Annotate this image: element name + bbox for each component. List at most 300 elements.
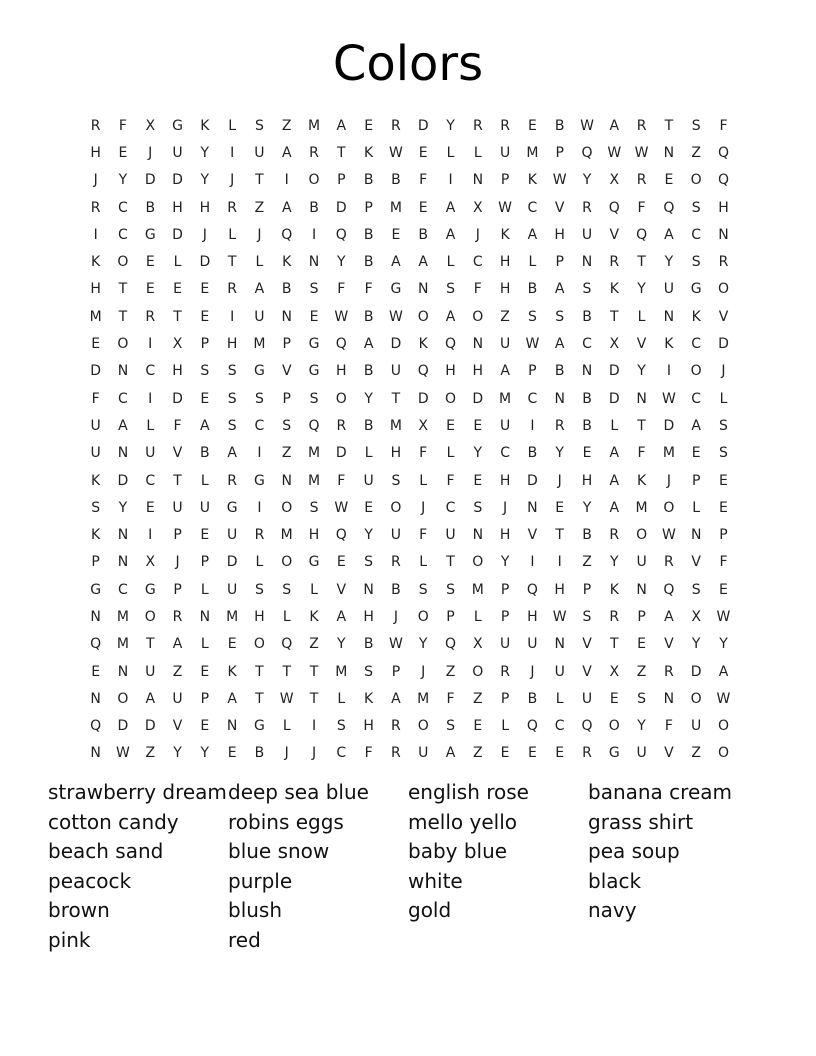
grid-letter: U <box>90 417 101 434</box>
grid-letter: T <box>118 281 128 298</box>
grid-letter: S <box>719 417 728 434</box>
grid-letter: A <box>445 745 456 762</box>
grid-letter: O <box>472 308 484 325</box>
grid-letter: V <box>336 581 347 598</box>
grid-letter: J <box>421 499 426 516</box>
grid-letter: O <box>308 172 320 189</box>
grid-letter: P <box>691 472 701 489</box>
grid-letter: O <box>690 172 702 189</box>
grid-letter: B <box>363 254 374 271</box>
grid-letter: A <box>609 472 620 489</box>
grid-letter: B <box>391 172 401 189</box>
grid-letter: U <box>227 527 238 544</box>
grid-letter: N <box>199 608 211 625</box>
grid-letter: P <box>200 336 210 353</box>
grid-letter: M <box>526 144 539 161</box>
grid-letter: U <box>145 663 156 680</box>
grid-letter: D <box>117 718 129 735</box>
grid-letter: Q <box>308 417 320 434</box>
grid-letter: S <box>91 499 101 516</box>
grid-letter: O <box>335 390 347 407</box>
grid-letter: Z <box>582 554 592 571</box>
grid-letter: H <box>363 718 374 735</box>
grid-letter: B <box>527 281 538 298</box>
grid-letter: A <box>281 144 292 161</box>
grid-letter: S <box>391 472 401 489</box>
grid-letter: L <box>310 581 318 598</box>
grid-letter: B <box>363 417 374 434</box>
grid-letter: O <box>608 718 620 735</box>
grid-letter: J <box>311 745 317 762</box>
grid-letter: D <box>172 172 183 189</box>
grid-letter: W <box>661 527 676 544</box>
grid-letter: K <box>364 690 374 707</box>
grid-letter: X <box>691 608 701 625</box>
grid-letter: U <box>554 663 565 680</box>
grid-letter: T <box>227 254 237 271</box>
grid-letter: N <box>281 472 292 489</box>
grid-letter: E <box>336 554 346 571</box>
grid-letter: U <box>499 417 511 434</box>
grid-letter: J <box>393 608 398 625</box>
grid-letter: I <box>93 226 98 243</box>
grid-letter: W <box>634 144 649 161</box>
grid-letter: Q <box>281 636 293 653</box>
grid-letter: M <box>389 417 402 434</box>
grid-letter: V <box>718 308 729 325</box>
grid-letter: U <box>390 363 402 380</box>
grid-letter: T <box>391 390 401 407</box>
grid-letter: L <box>200 472 209 489</box>
grid-letter: L <box>473 144 482 161</box>
grid-letter: Z <box>500 308 510 325</box>
grid-letter: U <box>363 472 374 489</box>
word-list-item: black <box>588 868 642 893</box>
grid-letter: U <box>527 636 538 653</box>
grid-letter: A <box>527 226 538 243</box>
grid-letter: Y <box>473 445 483 462</box>
grid-letter: P <box>555 144 564 161</box>
grid-letter: I <box>257 445 262 462</box>
grid-letter: A <box>118 417 128 434</box>
grid-letter: E <box>582 445 592 462</box>
grid-letter: J <box>557 472 562 489</box>
grid-letter: C <box>582 336 592 353</box>
grid-letter: O <box>717 718 729 735</box>
grid-letter: O <box>636 527 648 544</box>
grid-letter: L <box>692 499 701 516</box>
grid-letter: H <box>472 363 484 380</box>
grid-letter: F <box>719 554 728 571</box>
grid-letter: B <box>418 226 429 243</box>
grid-letter: B <box>363 308 374 325</box>
grid-letter: V <box>172 718 183 735</box>
word-list-item: english rose <box>408 780 529 804</box>
grid-letter: Q <box>717 172 729 189</box>
grid-letter: L <box>473 608 482 625</box>
grid-letter: U <box>172 144 183 161</box>
grid-letter: E <box>200 308 210 325</box>
grid-letter: E <box>200 663 210 680</box>
grid-letter: Q <box>444 636 457 653</box>
grid-letter: O <box>117 336 129 353</box>
grid-letter: N <box>690 527 702 544</box>
grid-letter: B <box>281 281 292 298</box>
grid-letter: H <box>363 608 374 625</box>
grid-letter: H <box>445 363 456 380</box>
word-list-item: pea soup <box>588 839 680 863</box>
word-list-item: grass shirt <box>588 809 694 834</box>
grid-letter: V <box>664 636 674 653</box>
grid-letter: S <box>254 581 264 598</box>
grid-letter: T <box>337 144 346 161</box>
grid-letter: C <box>336 745 347 762</box>
grid-letter: L <box>282 608 291 625</box>
grid-letter: Q <box>663 581 675 598</box>
grid-letter: G <box>390 281 402 298</box>
grid-letter: G <box>308 554 320 571</box>
grid-letter: Q <box>717 144 729 161</box>
grid-letter: W <box>552 608 567 625</box>
grid-letter: T <box>145 636 155 653</box>
grid-letter: P <box>391 663 401 680</box>
grid-letter: P <box>555 254 564 271</box>
grid-letter: J <box>530 663 535 680</box>
grid-letter: P <box>500 690 510 707</box>
grid-letter: B <box>363 363 374 380</box>
grid-letter: U <box>499 336 511 353</box>
grid-letter: S <box>527 308 537 325</box>
grid-letter: R <box>145 308 156 325</box>
grid-letter: L <box>146 417 155 434</box>
grid-letter: T <box>309 690 319 707</box>
grid-letter: X <box>609 172 620 189</box>
word-list-item: brown <box>48 898 110 922</box>
grid-letter: H <box>254 608 265 625</box>
grid-letter: B <box>527 445 538 462</box>
word-list-item: peacock <box>48 868 132 893</box>
grid-letter: A <box>718 663 729 680</box>
grid-letter: S <box>446 281 455 298</box>
grid-letter: S <box>227 363 237 380</box>
grid-letter: D <box>417 117 429 134</box>
grid-letter: T <box>555 527 564 544</box>
grid-letter: P <box>173 581 182 598</box>
grid-letter: U <box>390 527 402 544</box>
grid-letter: O <box>472 554 484 571</box>
grid-letter: Y <box>664 254 674 271</box>
grid-letter: F <box>419 172 428 189</box>
grid-letter: O <box>717 281 729 298</box>
grid-letter: N <box>117 663 129 680</box>
grid-letter: H <box>527 608 538 625</box>
grid-letter: R <box>609 527 620 544</box>
grid-letter: V <box>172 445 183 462</box>
grid-letter: X <box>609 663 620 680</box>
grid-letter: E <box>473 417 483 434</box>
grid-letter: K <box>609 581 619 598</box>
grid-letter: E <box>719 581 728 598</box>
grid-letter: E <box>118 144 128 161</box>
grid-letter: P <box>282 390 291 407</box>
word-list-item: purple <box>228 868 293 893</box>
grid-letter: Q <box>90 636 102 653</box>
grid-letter: D <box>226 554 238 571</box>
grid-letter: D <box>144 718 156 735</box>
grid-letter: C <box>691 390 702 407</box>
grid-letter: U <box>145 445 156 462</box>
grid-letter: M <box>89 308 102 325</box>
grid-letter: A <box>609 117 620 134</box>
grid-letter: A <box>227 690 237 707</box>
grid-letter: K <box>91 254 101 271</box>
word-list-item: robins eggs <box>228 809 344 834</box>
grid-letter: Z <box>281 117 292 134</box>
grid-letter: N <box>527 499 538 516</box>
grid-letter: D <box>90 363 102 380</box>
grid-letter: U <box>581 226 593 243</box>
grid-letter: Y <box>173 745 182 762</box>
grid-letter: T <box>664 117 674 134</box>
grid-letter: O <box>690 690 702 707</box>
grid-letter: A <box>445 226 456 243</box>
grid-letter: D <box>527 472 538 489</box>
grid-letter: I <box>148 390 153 407</box>
grid-letter: W <box>607 144 622 161</box>
grid-letter: K <box>500 226 510 243</box>
grid-letter: V <box>281 363 292 380</box>
grid-letter: N <box>226 718 238 735</box>
grid-letter: Y <box>637 718 646 735</box>
grid-letter: V <box>554 199 565 216</box>
grid-letter: Y <box>118 172 128 189</box>
grid-letter: F <box>446 690 455 707</box>
grid-letter: C <box>691 336 702 353</box>
grid-letter: J <box>721 363 726 380</box>
grid-letter: O <box>417 608 429 625</box>
grid-letter: X <box>609 336 620 353</box>
grid-letter: B <box>554 363 565 380</box>
grid-letter: G <box>226 499 238 516</box>
grid-letter: C <box>527 199 538 216</box>
grid-letter: A <box>336 608 347 625</box>
grid-letter: R <box>254 527 265 544</box>
grid-letter: I <box>557 554 562 571</box>
grid-letter: M <box>417 690 430 707</box>
grid-letter: A <box>391 254 401 271</box>
word-list-item: beach sand <box>48 839 164 863</box>
grid-letter: I <box>257 499 262 516</box>
grid-letter: G <box>144 226 156 243</box>
grid-letter: W <box>334 308 349 325</box>
grid-letter: T <box>118 308 128 325</box>
grid-letter: D <box>335 199 347 216</box>
grid-letter: N <box>363 581 374 598</box>
grid-letter: H <box>90 144 101 161</box>
grid-letter: E <box>391 226 401 243</box>
grid-letter: P <box>637 608 646 625</box>
grid-letter: A <box>363 336 374 353</box>
grid-letter: D <box>718 336 729 353</box>
grid-letter: O <box>472 663 484 680</box>
grid-letter: M <box>335 663 348 680</box>
grid-letter: M <box>635 499 648 516</box>
grid-letter: R <box>227 472 237 489</box>
grid-letter: M <box>307 472 321 489</box>
grid-letter: N <box>554 390 565 407</box>
grid-letter: Q <box>335 336 347 353</box>
grid-letter: W <box>716 608 731 625</box>
grid-letter: Q <box>281 226 293 243</box>
grid-letter: U <box>581 690 593 707</box>
grid-letter: E <box>364 117 374 134</box>
grid-letter: F <box>719 117 728 134</box>
grid-letter: M <box>307 117 321 134</box>
grid-letter: Z <box>281 445 292 462</box>
grid-letter: H <box>499 254 511 271</box>
grid-letter: Y <box>364 527 373 544</box>
grid-letter: R <box>309 144 319 161</box>
grid-letter: Z <box>691 745 701 762</box>
grid-letter: O <box>281 554 293 571</box>
grid-letter: Q <box>417 363 429 380</box>
grid-letter: H <box>718 199 729 216</box>
grid-letter: U <box>172 690 183 707</box>
grid-letter: L <box>419 554 428 571</box>
grid-letter: F <box>337 281 346 298</box>
page-title: Colors <box>332 36 484 92</box>
grid-letter: R <box>227 281 237 298</box>
grid-letter: L <box>446 144 455 161</box>
grid-letter: C <box>527 390 538 407</box>
grid-letter: L <box>364 445 373 462</box>
grid-letter: N <box>281 308 292 325</box>
grid-letter: A <box>554 336 565 353</box>
grid-letter: F <box>91 390 100 407</box>
grid-letter: H <box>554 226 565 243</box>
grid-letter: S <box>582 281 592 298</box>
grid-letter: M <box>662 445 675 462</box>
grid-letter: F <box>173 417 182 434</box>
grid-letter: Y <box>582 172 592 189</box>
grid-letter: Y <box>118 499 128 516</box>
grid-letter: P <box>364 199 373 216</box>
grid-letter: U <box>636 554 647 571</box>
grid-letter: P <box>500 172 510 189</box>
grid-letter: U <box>445 527 456 544</box>
grid-letter: E <box>91 663 101 680</box>
grid-letter: E <box>173 281 182 298</box>
grid-letter: J <box>230 172 235 189</box>
grid-letter: V <box>609 226 620 243</box>
grid-letter: A <box>254 281 265 298</box>
grid-letter: V <box>582 663 592 680</box>
grid-letter: E <box>364 499 374 516</box>
grid-letter: P <box>200 554 210 571</box>
grid-letter: N <box>117 363 129 380</box>
grid-letter: N <box>581 254 593 271</box>
grid-letter: W <box>334 499 349 516</box>
grid-letter: T <box>255 690 264 707</box>
grid-letter: C <box>500 445 510 462</box>
grid-letter: B <box>363 636 374 653</box>
grid-letter: Y <box>500 554 510 571</box>
grid-letter: U <box>254 144 265 161</box>
grid-letter: D <box>335 445 347 462</box>
grid-letter: B <box>309 199 319 216</box>
grid-letter: A <box>172 636 183 653</box>
grid-letter: J <box>421 663 426 680</box>
grid-letter: N <box>663 308 675 325</box>
grid-letter: E <box>145 281 155 298</box>
grid-letter: Y <box>446 117 455 134</box>
grid-letter: Y <box>637 363 646 380</box>
grid-letter: C <box>445 499 456 516</box>
grid-letter: R <box>636 117 647 134</box>
grid-letter: Y <box>555 445 564 462</box>
grid-letter: O <box>390 499 402 516</box>
grid-letter: C <box>554 718 565 735</box>
grid-letter: F <box>446 472 455 489</box>
grid-letter: O <box>417 308 429 325</box>
grid-letter: G <box>254 718 265 735</box>
word-list-item: cotton candy <box>48 809 179 834</box>
grid-letter: O <box>663 499 675 516</box>
grid-letter: X <box>473 636 483 653</box>
grid-letter: X <box>145 554 156 571</box>
grid-letter: E <box>555 499 565 516</box>
grid-letter: Y <box>691 636 701 653</box>
grid-letter: C <box>145 363 156 380</box>
grid-letter: M <box>307 445 321 462</box>
grid-letter: Q <box>335 527 347 544</box>
grid-letter: S <box>637 690 647 707</box>
grid-letter: V <box>527 527 538 544</box>
grid-letter: X <box>145 117 156 134</box>
grid-letter: L <box>337 690 346 707</box>
grid-letter: R <box>336 417 347 434</box>
grid-letter: R <box>609 608 620 625</box>
grid-letter: B <box>582 527 592 544</box>
grid-letter: S <box>446 718 455 735</box>
grid-letter: E <box>200 281 210 298</box>
grid-letter: Z <box>473 745 483 762</box>
grid-letter: A <box>227 445 237 462</box>
grid-letter: T <box>173 472 182 489</box>
grid-letter: E <box>227 745 237 762</box>
grid-letter: R <box>391 554 401 571</box>
grid-letter: H <box>554 581 565 598</box>
grid-letter: B <box>582 417 592 434</box>
grid-letter: R <box>172 608 183 625</box>
grid-letter: H <box>308 527 320 544</box>
grid-letter: R <box>664 663 674 680</box>
grid-letter: E <box>91 336 101 353</box>
grid-letter: U <box>691 718 702 735</box>
grid-letter: M <box>471 581 484 598</box>
grid-letter: M <box>389 199 402 216</box>
grid-letter: E <box>418 199 428 216</box>
grid-letter: I <box>230 308 235 325</box>
grid-letter: H <box>172 363 183 380</box>
grid-letter: P <box>282 336 291 353</box>
grid-letter: T <box>255 172 264 189</box>
grid-letter: Y <box>364 390 373 407</box>
grid-letter: K <box>664 336 674 353</box>
grid-letter: N <box>117 527 129 544</box>
grid-letter: E <box>691 445 701 462</box>
grid-letter: W <box>716 690 731 707</box>
